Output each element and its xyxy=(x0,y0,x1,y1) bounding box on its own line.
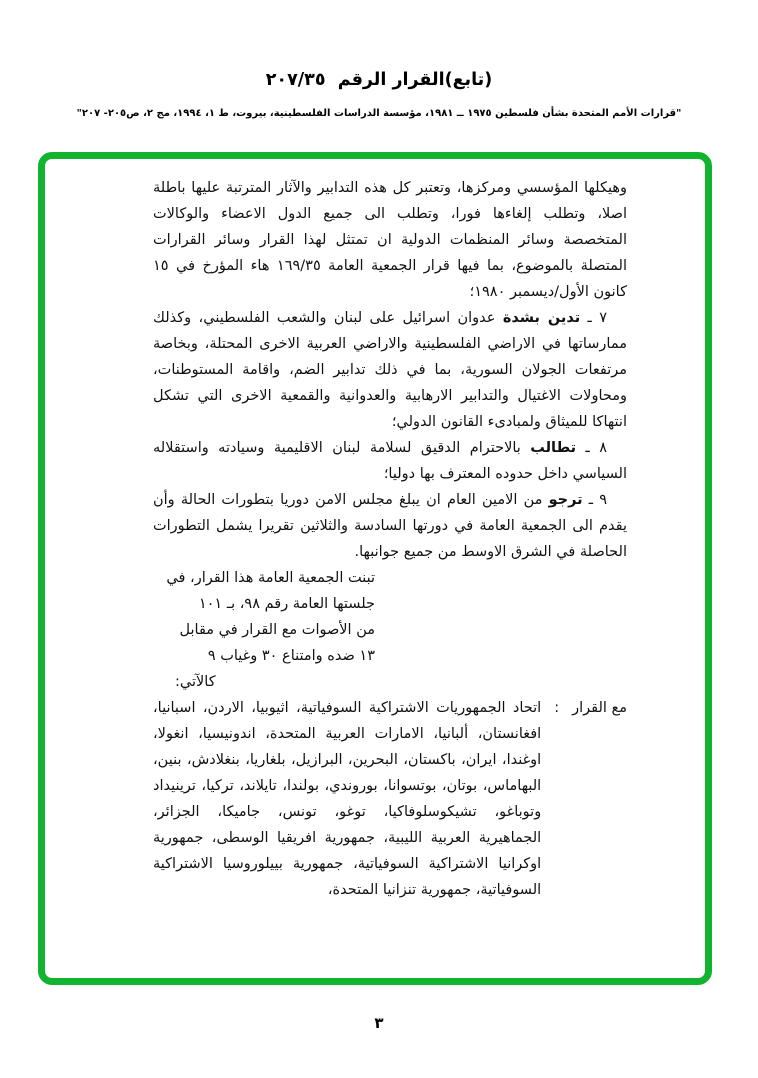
clause-text: من الامين العام ان يبلغ مجلس الامن دوريا بتطورات الحالة وأن يقدم الى الجمعية العامة في دورتها السادسة والثلاثين تقريرا يشمل التطورات الحاصلة في الشرق الاوسط من جميع جوانبها. xyxy=(153,492,627,560)
page-title: (تابع)القرار الرقم ٢٠٧/٣٥ xyxy=(265,70,493,90)
clause-text: عدوان اسرائيل على لبنان والشعب الفلسطيني، وكذلك ممارساتها في الاراضي الفلسطينية والاراضي العربية الاخرى المحتلة، وبخاصة مرتفعات الجولان السورية، بما في ذلك تدابير الضم، واقامة المستوطنات، ومحاولات الاغتيال والتدابير الارهابية والعدوانية والقمعية الاخرى التي تشكل انتهاكا للميثاق ولمبادىء القانون الدولي؛ xyxy=(153,310,627,430)
vote-separator: : xyxy=(554,700,560,716)
adoption-note xyxy=(166,565,375,695)
clause-lead: ترجو xyxy=(548,492,583,508)
green-highlight-box xyxy=(38,152,712,985)
vote-label: مع القرار xyxy=(572,700,627,716)
adoption-line: من الأصوات مع القرار في مقابل xyxy=(179,622,375,638)
clause-number: ٨ ـ xyxy=(576,440,607,456)
adoption-line: تبنت الجمعية العامة هذا القرار، في xyxy=(166,570,375,586)
continuation-paragraph: وهيكلها المؤسسي ومركزها، وتعتبر كل هذه التدابير والآثار المترتبة عليها باطلة اصلا، وتطلب إلغاءها فورا، وتطلب الى جميع الدول الاعضاء والوكالات المتخصصة وسائر المنظمات الدولية ان تمتثل لهذا القرار وسائر القرارات المتصلة بالموضوع، بما فيها قرار الجمعية العامة ١٦٩/٣٥ هاء المؤرخ في ١٥ كانون الأول/ديسمبر ١٩٨٠؛ xyxy=(153,180,627,300)
vote-countries-list: اتحاد الجمهوريات الاشتراكية السوفياتية، اثيوبيا، الاردن، اسبانيا، افغانستان، ألبانيا، الامارات العربية المتحدة، اندونيسيا، انغولا، اوغندا، ايران، باكستان، البحرين، البرازيل، بلغاريا، بنغلادش، بنين، البهاماس، بوتان، بوتسوانا، بوروندي، بولندا، تايلاند، تركيا، ترينيداد وتوباغو، تشيكوسلوفاكيا، توغو، تونس، جاميكا، الجزائر، الجماهيرية العربية الليبية، جمهورية افريقيا الوسطى، جمهورية اوكرانيا الاشتراكية السوفياتية، جمهورية بييلوروسيا الاشتراكية السوفياتية، جمهورية تنزانيا المتحدة، xyxy=(153,700,542,898)
clause-number: ٩ ـ xyxy=(582,492,607,508)
clause-number: ٧ ـ xyxy=(580,310,608,326)
citation-line: "قرارات الأمم المتحدة بشأن فلسطين ١٩٧٥ ــ ١٩٨١، مؤسسة الدراسات الفلسطينية، بيروت، ط ١، ١٩٩٤، مج ٢، ص٢٠٥- ٢٠٧" xyxy=(76,108,682,119)
clause-paragraph-8 xyxy=(153,435,627,487)
clause-paragraph-7 xyxy=(153,305,627,435)
vote-row xyxy=(153,695,627,903)
adoption-line: ١٣ ضده وامتناع ٣٠ وغياب ٩ xyxy=(207,648,375,664)
resolution-text xyxy=(45,159,705,978)
page-number: ٣ xyxy=(374,1014,384,1032)
clause-paragraph-9 xyxy=(153,487,627,565)
adoption-line: جلستها العامة رقم ٩٨، بـ ١٠١ xyxy=(198,596,375,612)
adoption-trailer: كالآتي: xyxy=(175,674,216,690)
clause-text: بالاحترام الدقيق لسلامة لبنان الاقليمية وسيادته واستقلاله السياسي داخل حدوده المعترف بها دوليا؛ xyxy=(153,440,627,482)
clause-lead: تدين بشدة xyxy=(502,310,581,326)
clause-lead: تطالب xyxy=(530,440,577,456)
